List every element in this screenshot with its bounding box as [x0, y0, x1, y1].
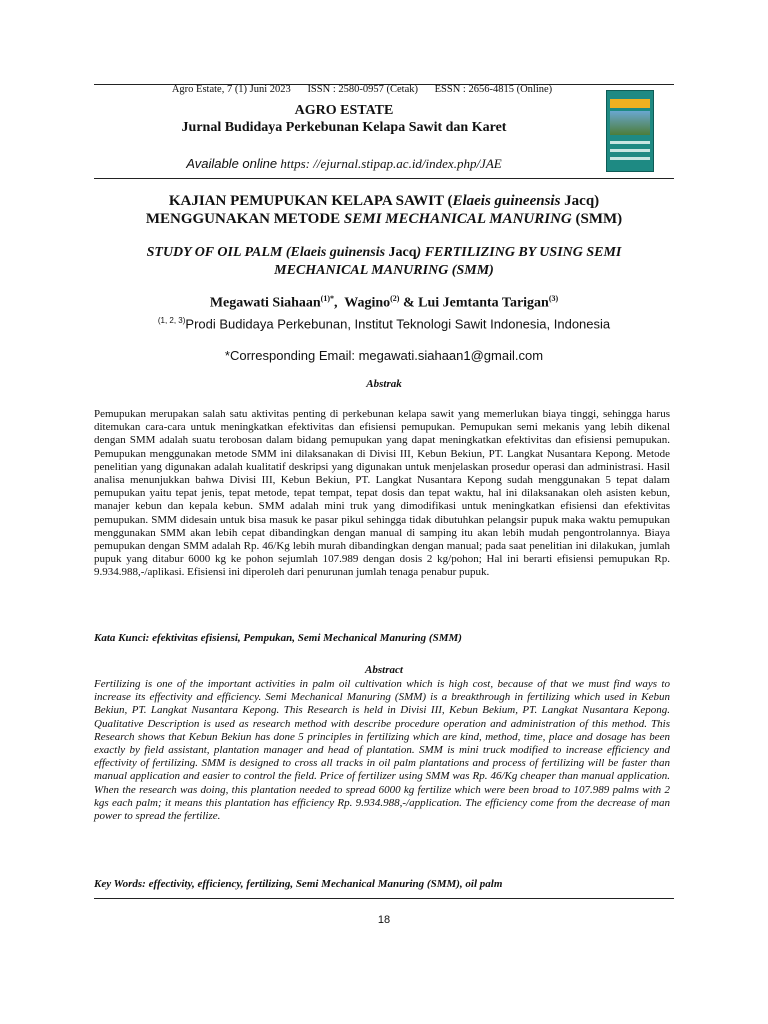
journal-cover-image — [606, 90, 654, 172]
title-english: STUDY OF OIL PALM (Elaeis guinensis Jacq) FERTILIZING BY USING SEMI MECHANICAL MANURING (SMM) — [146, 245, 622, 278]
affiliation: $^{(1, 2, 3)}$Prodi Budidaya Perkebunan, Institut Teknologi Sawit Indonesia, Indonesia — [157, 316, 611, 332]
kata-kunci: Kata Kunci: efektivitas efisiensi, Pempukan, Semi Mechanical Manuring (SMM) — [94, 632, 462, 644]
author-2: Wagino — [344, 295, 391, 311]
abstrak-heading: Abstrak — [366, 378, 402, 390]
title-indonesian: KAJIAN PEMUPUKAN KELAPA SAWIT (Elaeis guineensis Jacq) MENGGUNAKAN METODE SEMI MECHANICAL MANURING (SMM) — [145, 193, 623, 227]
abstrak-body: Pemupukan merupakan salah satu aktivitas penting di perkebunan kelapa sawit yang memerlukan biaya tinggi, sehingga harus ditemukan cara-cara untuk meningkatkan efektivitas dan efisiensi pemupukan. Pemupukan semi mekanis yang lebih dikenal dengan SMM adalah suatu terobosan dalam bidang pemupukan yang dapat meningkatkan efektivitas dan efisiensi pemupukan. Pemupukan menggunakan metode SMM ini dilaksanakan di Divisi III, Kebun Bekiun, PT. Langkat Nusantara Kepong. Metode penelitian yang digunakan adalah kualitatif deskripsi yang digunakan untuk menjelaskan prosedur operasi dan administrasi. Hasil analisa menunjukkan bahwa Divisi III, Kebun Bekiun, PT. Langkat Nusantara Kepong sudah menggunakan 5 tepat dalam pemupukan yaitu tepat jenis, tepat metode, tepat tempat, tepat dosis dan tepat waktu, hal ini dilaksanakan oleh asisten kebun, manajer kebun dan kepala kebun. SMM adalah mini truk yang dimodifikasi untuk meningkatkan efisiensi dan efektivitas pemupukan. SMM didesain untuk bisa masuk ke pasar pikul sehingga tidak dibutuhkan pelangsir pupuk maka waktu pemupukan menggunakan SMM akan lebih cepat dibandingkan dengan manual di samping itu akan lebih mudah pengontrolannya. Biaya pemupukan dengan SMM adalah Rp. 46/Kg lebih murah dibandingkan dengan manual; pada saat penelitian ini dilakukan, jumlah pupuk yang ditabur 6000 kg ke pohon sejumlah 107.989 dengan dosis 2 kg/pohon; Hal ini berarti efisiensi pemupukan Rp. 9.934.988,-/aplikasi. Efisiensi ini diperoleh dari penurunan jumlah tenaga penabur pupuk. — [94, 408, 670, 579]
footer-rule — [94, 898, 674, 899]
author-3: Lui Jemtanta Tarigan — [418, 295, 549, 311]
authors: Megawati Siahaan$^{(1)*}$, Wagino$^{(2)}$ & Lui Jemtanta Tarigan$^{(3)}$ — [209, 294, 559, 311]
journal-meta-line — [122, 84, 602, 95]
journal-name: AGRO ESTATE — [294, 103, 394, 118]
issn-online: ESSN : 2656-4815 (Online) — [434, 84, 553, 95]
journal-url[interactable]: https: //ejurnal.stipap.ac.id/index.php/JAE — [280, 156, 502, 171]
journal-name-block — [94, 102, 594, 136]
header-rule — [94, 178, 674, 179]
citation: Agro Estate, 7 (1) Juni 2023 — [171, 84, 291, 95]
abstract-heading: Abstract — [365, 664, 403, 676]
available-online — [94, 156, 594, 172]
issn-print: ISSN : 2580-0957 (Cetak) — [307, 84, 418, 95]
page-number: 18 — [377, 914, 391, 926]
author-1: Megawati Siahaan — [209, 295, 321, 311]
journal-header — [94, 84, 674, 176]
available-label: Available online — [186, 156, 278, 171]
journal-subtitle: Jurnal Budidaya Perkebunan Kelapa Sawit dan Karet — [181, 120, 507, 135]
corresponding-email: *Corresponding Email: megawati.siahaan1@gmail.com — [224, 348, 544, 363]
key-words: Key Words: effectivity, efficiency, fertilizing, Semi Mechanical Manuring (SMM), oil palm — [94, 878, 503, 890]
abstract-body: Fertilizing is one of the important activities in palm oil cultivation which is high cost, because of that we must find ways to increase its effectivity and efficiency. Semi Mechanical Manuring (SMM) is a breakthrough in fertilizing which used in Kebun Bekiun, PT. Langkat Nusantara Kepong. This Research is held in Divisi III, Kebun Bekium, PT. Langkat Nusantara Kepong. Qualitative Description is used as research method with describe procedure operation and administration of this method. This Research shows that Kebun Bekiun has done 5 principles in fertilizing which are kind, method, time, place and dosage has been exactly by field assistant, plantation manager and head of plantation. SMM is mini truck modified to increase efficiency and effectivity of fertilizing. SMM is designed to cross all tracks in oil palm plantations and process of fertilizing will be faster than manual application and easier to control the field. Price of fertilizer using SMM was Rp. 46/Kg cheaper than manual application. When the research was doing, this plantation needed to spread 6000 kg fertilize which were been broad to 107.989 palms with 2 kgs each palm; it means this plantation has efficiency Rp. 9.934.988,-/application. The efficiency come from the decrease of man power to spread the fertilize. — [94, 678, 670, 823]
